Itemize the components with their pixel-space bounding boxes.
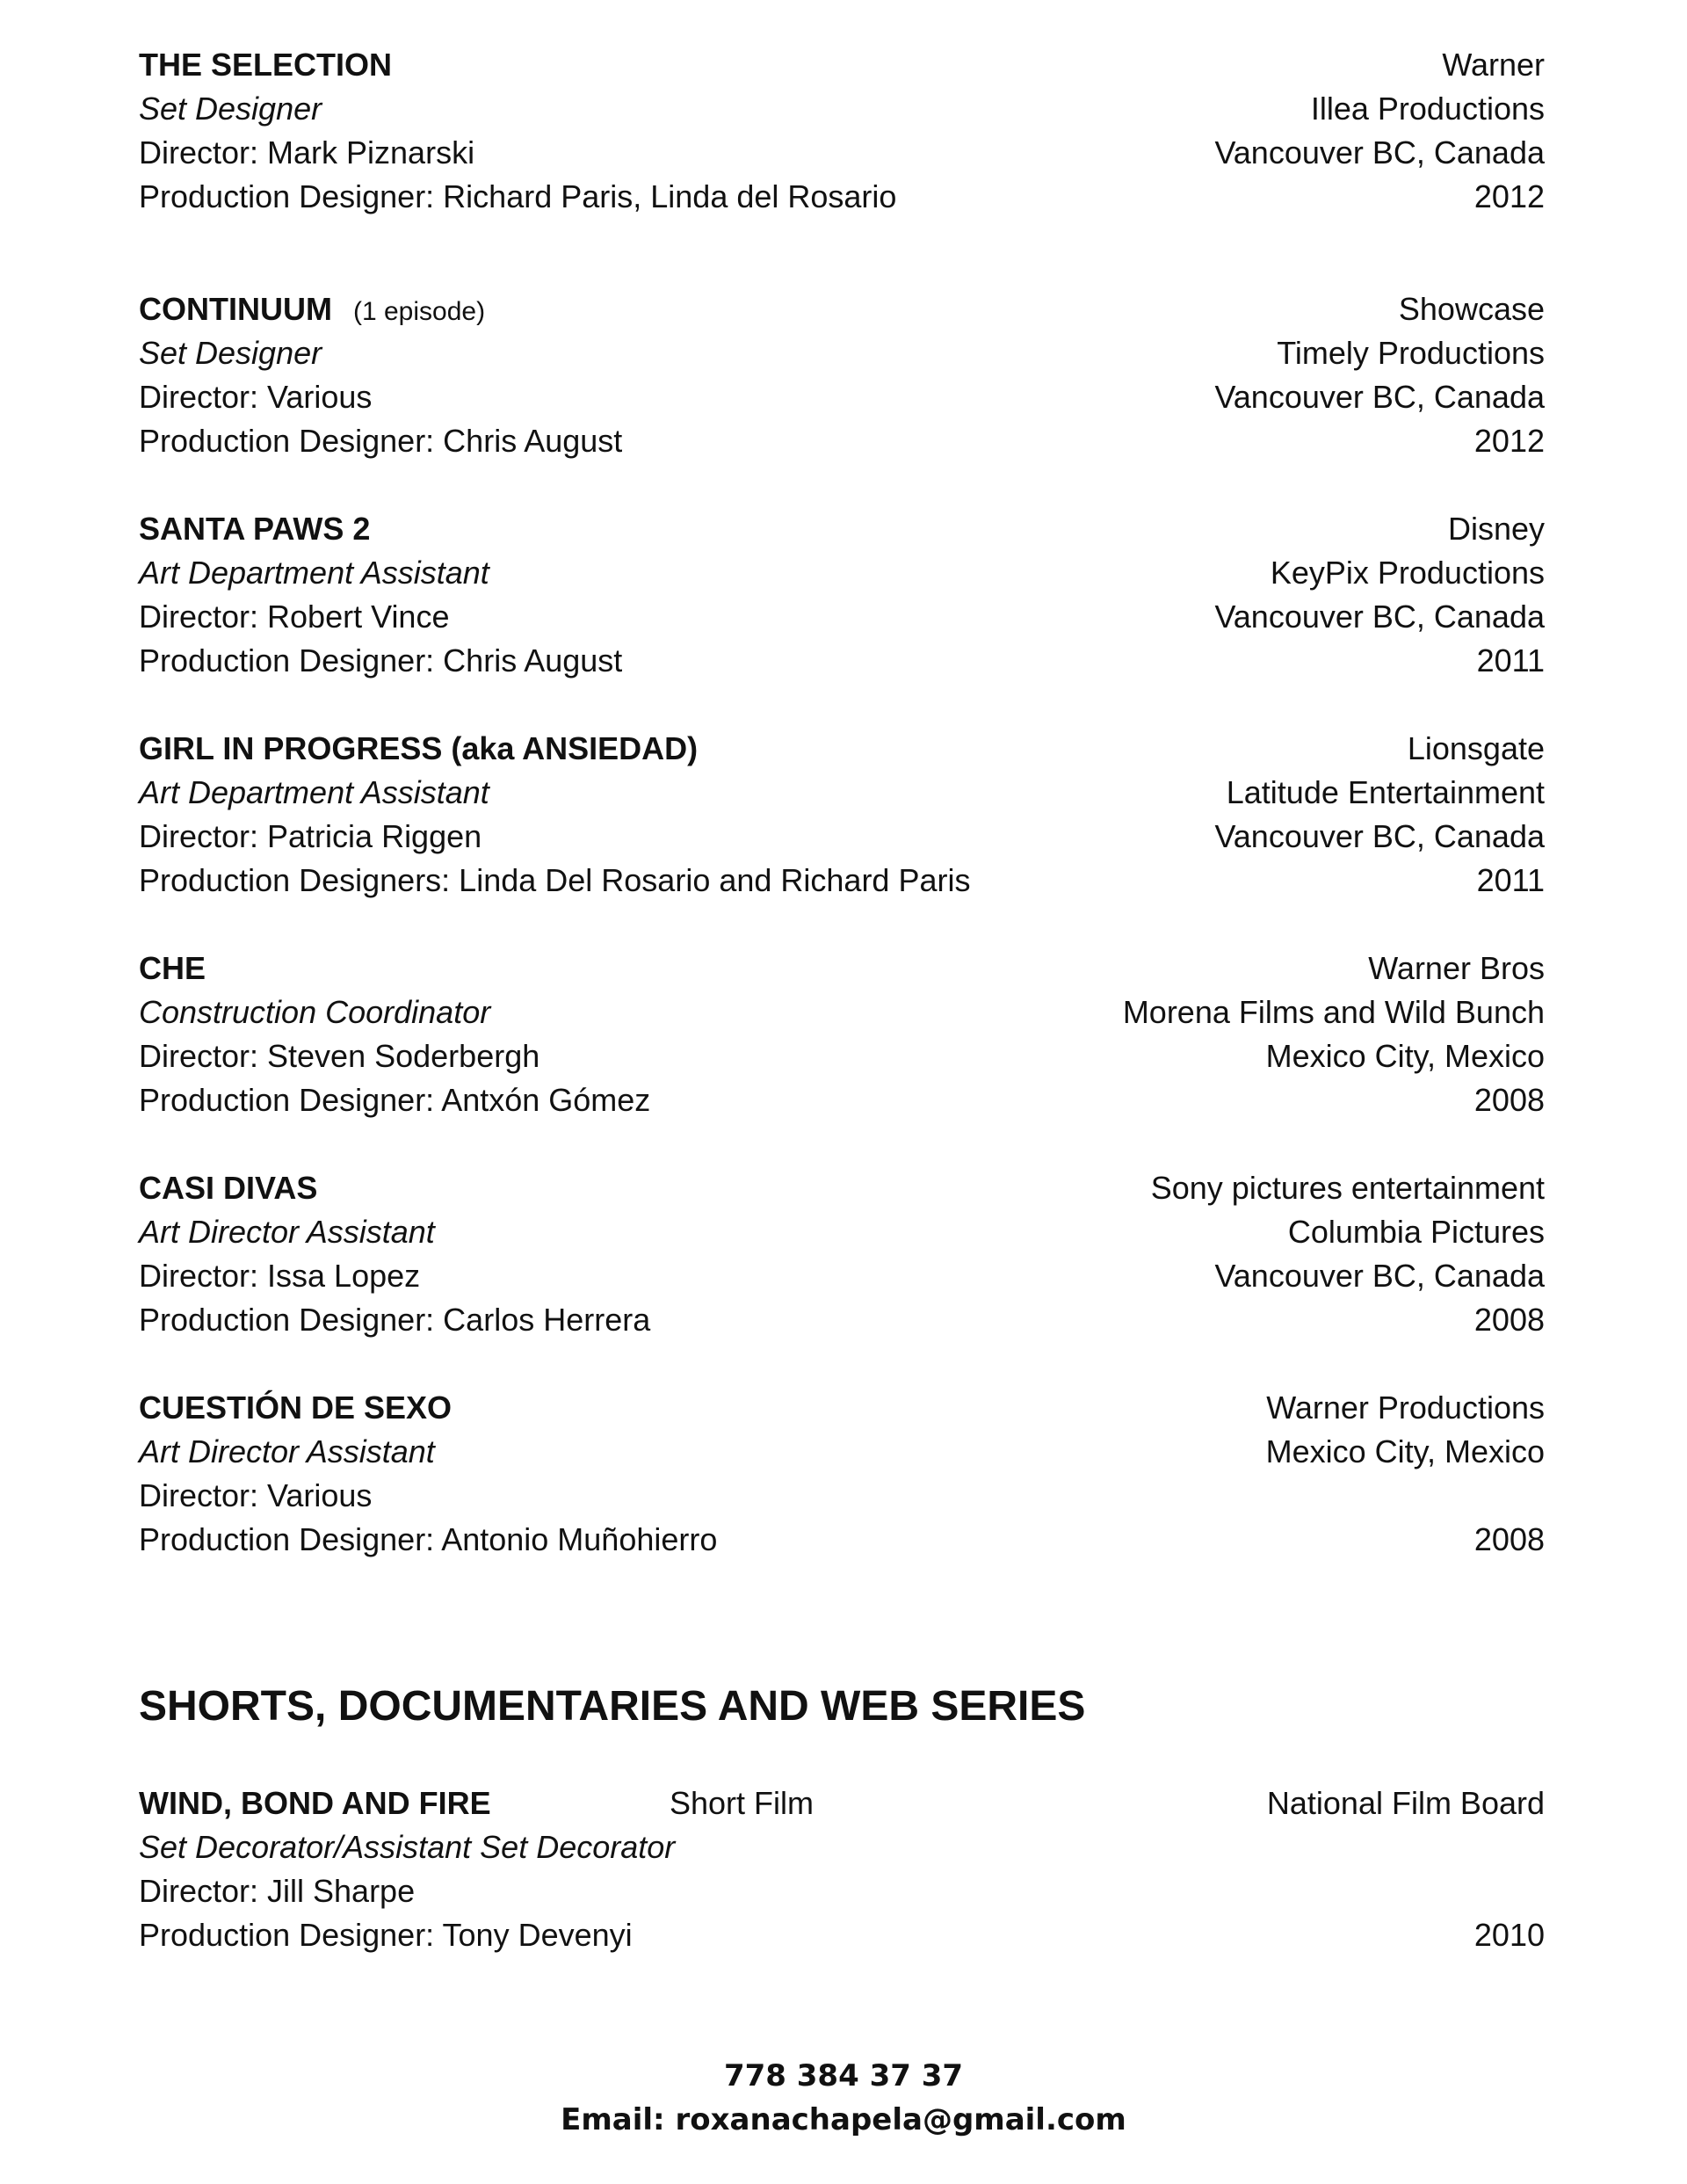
production-title: THE SELECTION: [139, 47, 393, 83]
credit-entry: [139, 1386, 1545, 1562]
director: Director: Mark Piznarski: [139, 134, 475, 171]
credit-designer-row: [139, 419, 1545, 463]
production-title: WIND, BOND AND FIRE: [139, 1785, 491, 1821]
production-company: Columbia Pictures: [1287, 1214, 1545, 1250]
job-role: Art Director Assistant: [139, 1433, 435, 1469]
credit-role-row: [139, 331, 1545, 375]
credit-role-row: [139, 87, 1545, 131]
credit-entry: [139, 947, 1545, 1122]
credit-title-row: [139, 1166, 1545, 1210]
contact-email: Email: roxanachapela@gmail.com: [561, 2102, 1126, 2137]
credit-designer-row: [139, 859, 1545, 903]
distributor: Disney: [1447, 511, 1545, 547]
production-company: Mexico City, Mexico: [1265, 1433, 1545, 1469]
production-designer: Production Designer: Carlos Herrera: [139, 1302, 651, 1338]
distributor: Lionsgate: [1407, 730, 1545, 766]
distributor: Showcase: [1398, 291, 1545, 327]
credit-title-row: [139, 1386, 1545, 1430]
job-role: Set Designer: [139, 335, 322, 371]
distributor: Warner Productions: [1266, 1389, 1545, 1426]
credit-designer-row: [139, 1078, 1545, 1122]
location: Vancouver BC, Canada: [1214, 818, 1545, 854]
credit-designer-row: [139, 639, 1545, 683]
production-title: CASI DIVAS: [139, 1170, 318, 1206]
director: Director: Robert Vince: [139, 599, 450, 635]
location: Vancouver BC, Canada: [1214, 599, 1545, 635]
director: Director: Jill Sharpe: [139, 1873, 416, 1909]
contact-phone: 778 384 37 37: [723, 2058, 964, 2093]
director: Director: Patricia Riggen: [139, 818, 482, 854]
location: Vancouver BC, Canada: [1214, 1258, 1545, 1294]
year: 2008: [1473, 1302, 1545, 1338]
short-designer-row: [139, 1913, 1545, 1957]
production-designer: Production Designer: Antonio Muñohierro: [139, 1521, 718, 1557]
year: 2012: [1473, 178, 1545, 214]
distributor: National Film Board: [1266, 1785, 1545, 1821]
credit-director-row: [139, 1254, 1545, 1298]
director: Director: Various: [139, 379, 373, 415]
distributor: Warner Bros: [1368, 950, 1545, 986]
year: 2012: [1473, 423, 1545, 459]
year: 2011: [1476, 642, 1545, 678]
short-role-row: [139, 1825, 1545, 1869]
credit-director-row: [139, 1034, 1545, 1078]
job-role: Set Decorator/Assistant Set Decorator: [139, 1829, 676, 1865]
credit-designer-row: [139, 175, 1545, 219]
credit-title-row: [139, 947, 1545, 990]
short-director-row: [139, 1869, 1545, 1913]
job-role: Construction Coordinator: [139, 994, 491, 1030]
distributor: Warner: [1442, 47, 1545, 83]
distributor: Sony pictures entertainment: [1150, 1170, 1545, 1206]
location: Vancouver BC, Canada: [1214, 379, 1545, 415]
job-role: Art Director Assistant: [139, 1214, 435, 1250]
year: 2008: [1473, 1082, 1545, 1118]
short-entry: [139, 1781, 1545, 1957]
year: 2011: [1476, 862, 1545, 898]
location: Mexico City, Mexico: [1265, 1038, 1545, 1074]
production-designer: Production Designer: Tony Devenyi: [139, 1917, 633, 1953]
production-designer: Production Designer: Antxón Gómez: [139, 1082, 651, 1118]
production-title: GIRL IN PROGRESS (aka ANSIEDAD): [139, 730, 699, 766]
credit-title-row: [139, 43, 1545, 87]
production-title: CHE: [139, 950, 206, 986]
credit-entry: [139, 507, 1545, 683]
year: 2008: [1473, 1521, 1545, 1557]
episode-note: (1 episode): [352, 297, 486, 326]
location: Vancouver BC, Canada: [1214, 134, 1545, 171]
credit-role-row: [139, 771, 1545, 815]
production-designer: Production Designer: Richard Paris, Linda del Rosario: [139, 178, 897, 214]
production-company: Illea Productions: [1310, 91, 1545, 127]
production-designer: Production Designers: Linda Del Rosario and Richard Paris: [139, 862, 971, 898]
credit-director-row: [139, 1474, 1545, 1518]
production-title-group: [139, 287, 485, 334]
production-company: Timely Productions: [1277, 335, 1545, 371]
production-designer: Production Designer: Chris August: [139, 423, 623, 459]
credit-designer-row: [139, 1518, 1545, 1562]
credit-role-row: [139, 1430, 1545, 1474]
credit-director-row: [139, 375, 1545, 419]
credit-title-row: [139, 507, 1545, 551]
credit-role-row: [139, 1210, 1545, 1254]
credit-role-row: [139, 551, 1545, 595]
credit-director-row: [139, 131, 1545, 175]
year: 2010: [1473, 1917, 1545, 1953]
director: Director: Issa Lopez: [139, 1258, 421, 1294]
director: Director: Various: [139, 1477, 373, 1513]
credit-title-row: [139, 727, 1545, 771]
job-role: Art Department Assistant: [139, 555, 489, 591]
short-title-row: [139, 1781, 1545, 1825]
production-type: Short Film: [670, 1785, 815, 1821]
job-role: Art Department Assistant: [139, 774, 489, 810]
credit-director-row: [139, 595, 1545, 639]
director: Director: Steven Soderbergh: [139, 1038, 540, 1074]
credit-entry: [139, 287, 1545, 463]
production-designer: Production Designer: Chris August: [139, 642, 623, 678]
credit-entry: [139, 43, 1545, 219]
credit-director-row: [139, 815, 1545, 859]
production-company: KeyPix Productions: [1270, 555, 1545, 591]
production-title: CUESTIÓN DE SEXO: [139, 1389, 453, 1426]
credit-entry: [139, 1166, 1545, 1342]
credit-entry: [139, 727, 1545, 903]
production-title: SANTA PAWS 2: [139, 511, 371, 547]
production-company: Morena Films and Wild Bunch: [1122, 994, 1545, 1030]
production-title: CONTINUUM: [139, 291, 332, 327]
credit-title-row: [139, 287, 1545, 331]
section-heading: SHORTS, DOCUMENTARIES AND WEB SERIES: [139, 1683, 1086, 1730]
credit-designer-row: [139, 1298, 1545, 1342]
job-role: Set Designer: [139, 91, 322, 127]
production-company: Latitude Entertainment: [1226, 774, 1545, 810]
credit-role-row: [139, 990, 1545, 1034]
